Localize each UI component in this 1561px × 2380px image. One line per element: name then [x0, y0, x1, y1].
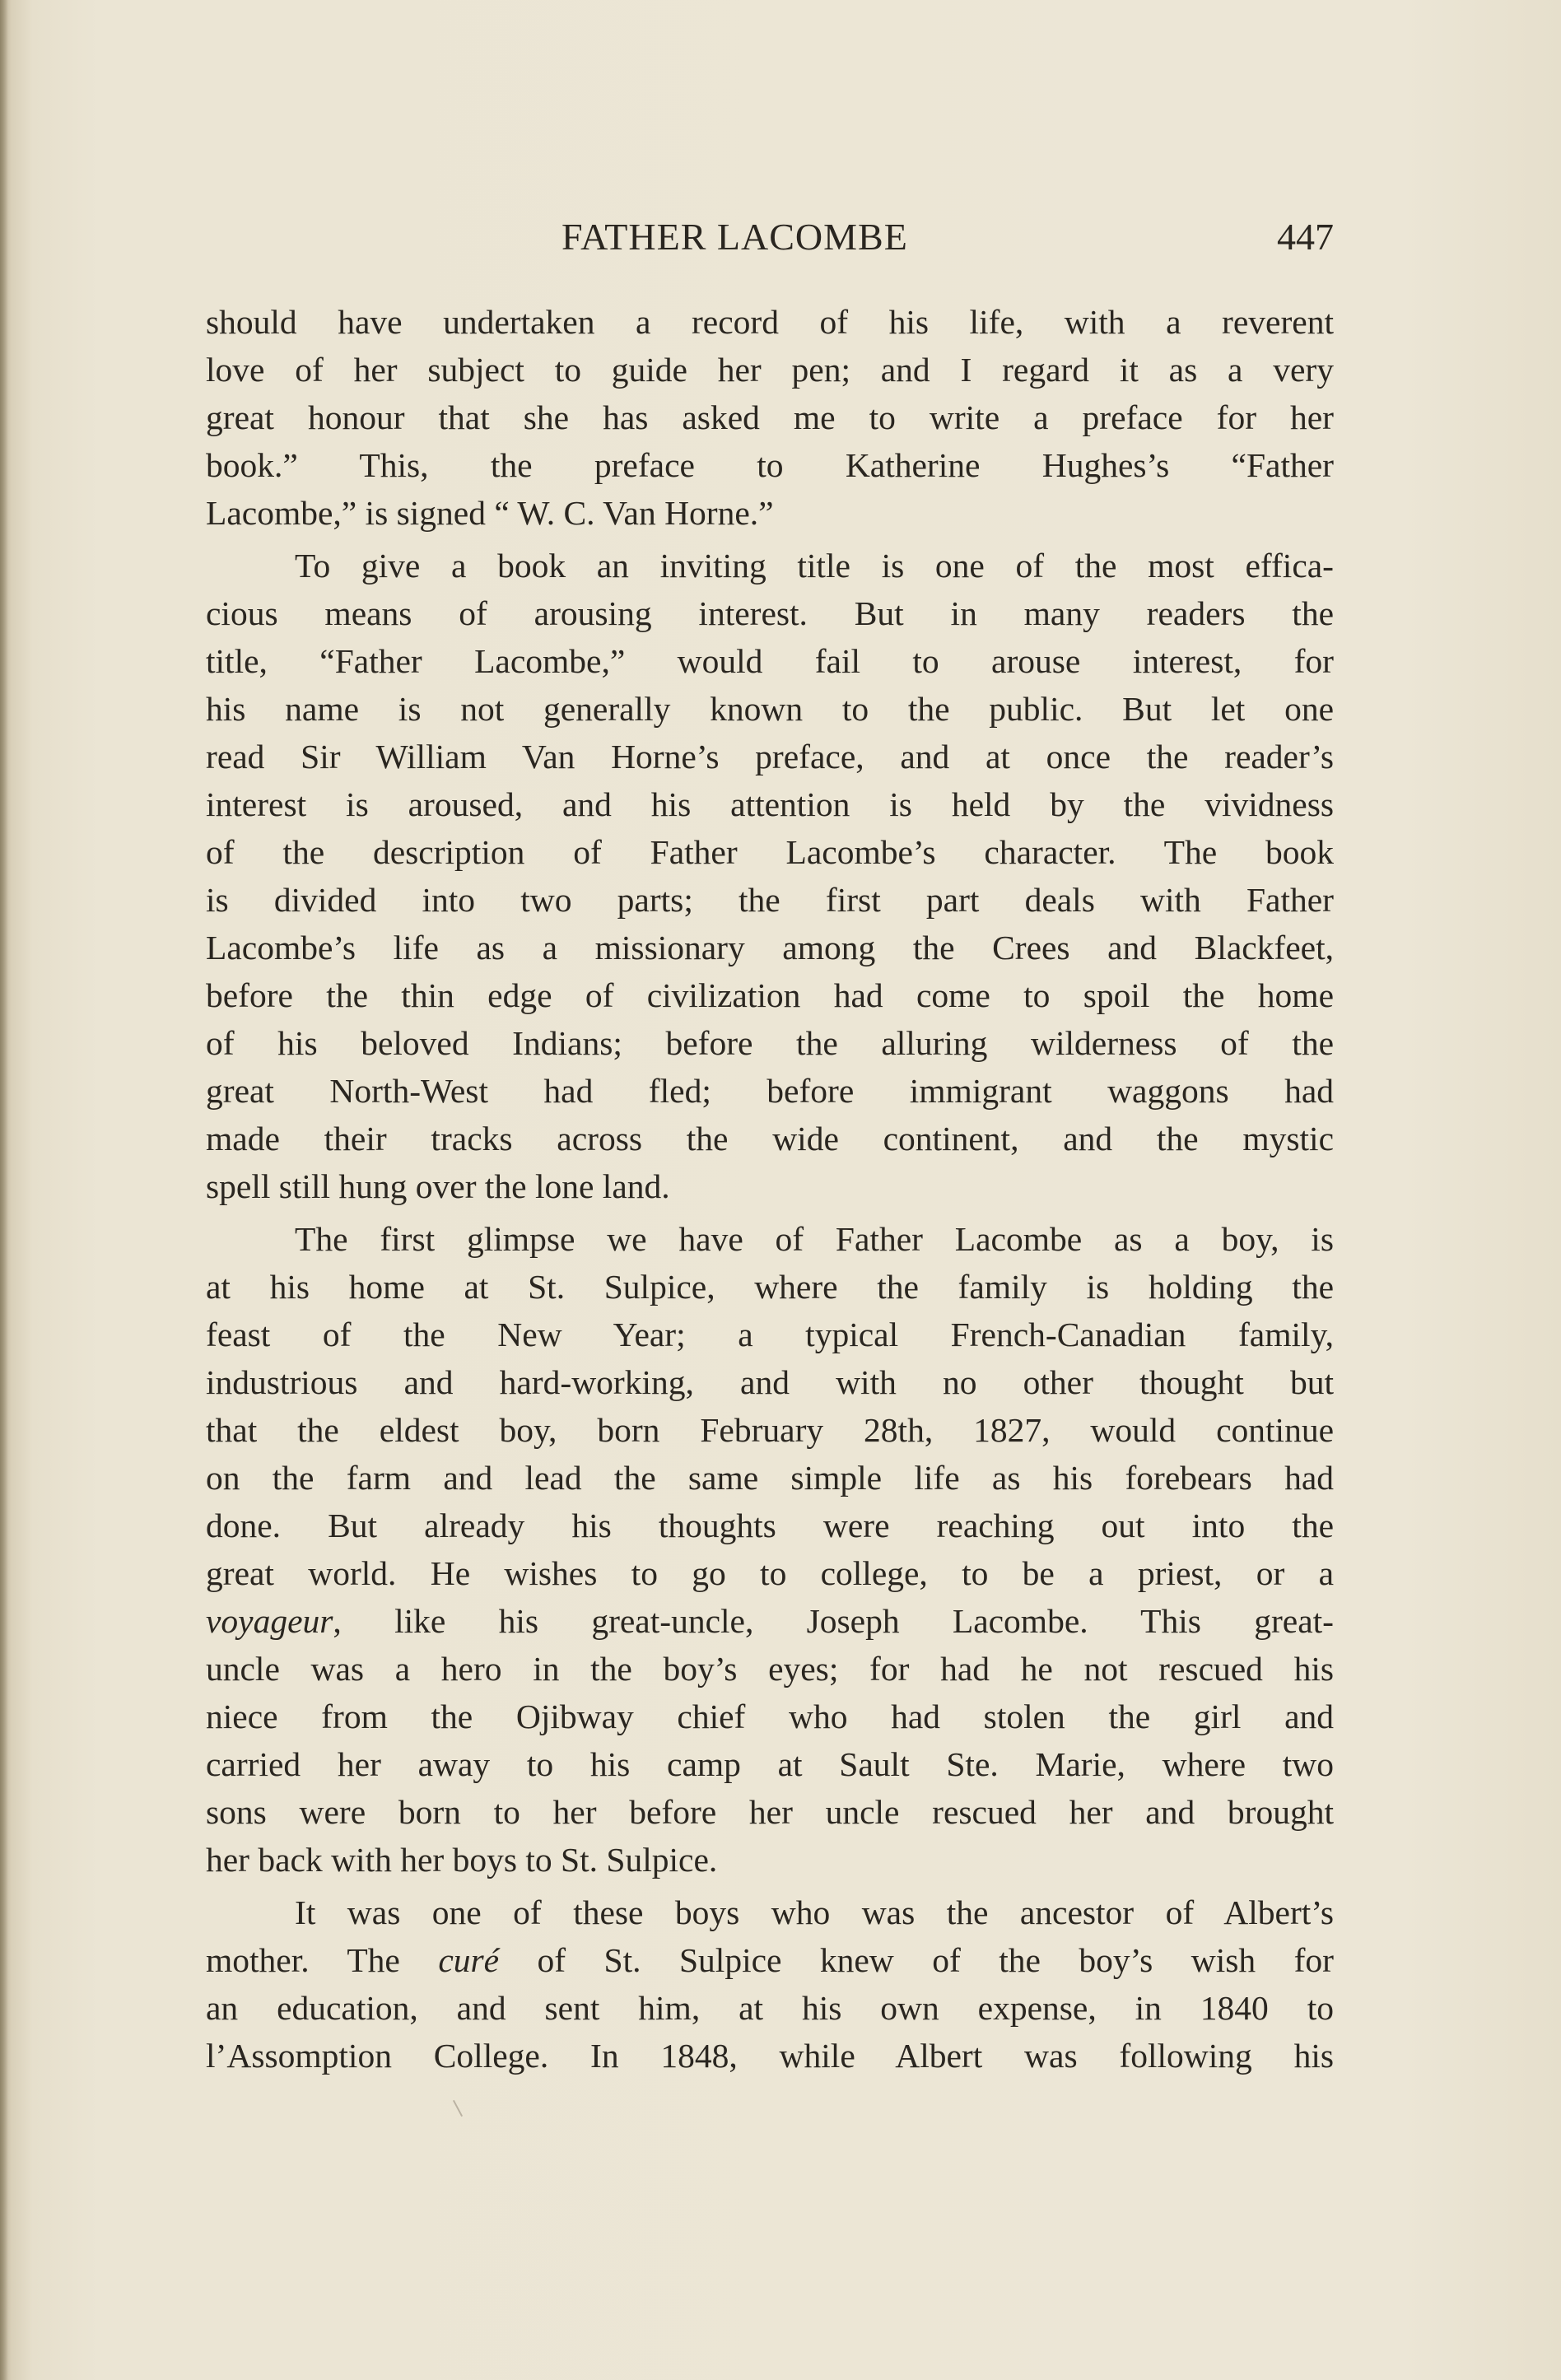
- text-line: spell still hung over the lone land.: [206, 1167, 670, 1205]
- page-edge-shadow: [0, 0, 8, 2380]
- paragraph: [206, 1215, 1334, 1884]
- paragraph: [206, 542, 1334, 1210]
- text-line: her back with her boys to St. Sulpice.: [206, 1841, 718, 1879]
- text-line: Lacombe’s life as a missionary among the Crees and Blackfeet,: [206, 929, 1334, 966]
- paper-mark: [453, 2100, 463, 2117]
- text-line: To give a book an inviting title is one of the most effica-: [295, 547, 1334, 585]
- running-title: FATHER LACOMBE: [561, 216, 908, 258]
- text-line: love of her subject to guide her pen; and I regard it as a very: [206, 351, 1334, 389]
- text-line: great world. He wishes to go to college, to be a priest, or a: [206, 1554, 1334, 1592]
- text-line: at his home at St. Sulpice, where the family is holding the: [206, 1268, 1334, 1306]
- text-line: interest is aroused, and his attention is held by the vividness: [206, 785, 1334, 823]
- text-line: sons were born to her before her uncle rescued her and brought: [206, 1793, 1334, 1831]
- text-line: made their tracks across the wide continent, and the mystic: [206, 1120, 1334, 1157]
- text-line: read Sir William Van Horne’s preface, and at once the reader’s: [206, 738, 1334, 775]
- text-line: industrious and hard-working, and with no other thought but: [206, 1363, 1334, 1401]
- text-line: l’Assomption College. In 1848, while Albert was following his: [206, 2037, 1334, 2075]
- text-line: is divided into two parts; the first part deals with Father: [206, 881, 1334, 919]
- text-line: on the farm and lead the same simple life as his forebears had: [206, 1459, 1334, 1497]
- text-line: mother. The curé of St. Sulpice knew of the boy’s wish for: [206, 1941, 1334, 1979]
- text-line: before the thin edge of civilization had come to spoil the home: [206, 976, 1334, 1014]
- text-line: carried her away to his camp at Sault Ste. Marie, where two: [206, 1745, 1334, 1783]
- text-line: feast of the New Year; a typical French-Canadian family,: [206, 1316, 1334, 1353]
- text-line: that the eldest boy, born February 28th, 1827, would continue: [206, 1411, 1334, 1449]
- text-line: of the description of Father Lacombe’s character. The book: [206, 833, 1334, 871]
- text-line: great honour that she has asked me to write a preface for her: [206, 398, 1334, 436]
- text-line: done. But already his thoughts were reaching out into the: [206, 1507, 1334, 1544]
- paragraph: [206, 1889, 1334, 2080]
- body-text: [206, 298, 1334, 2080]
- page-number: 447: [1277, 216, 1334, 258]
- text-line: The first glimpse we have of Father Lacombe as a boy, is: [295, 1220, 1334, 1258]
- text-line: his name is not generally known to the public. But let one: [206, 690, 1334, 728]
- text-line: should have undertaken a record of his life, with a reverent: [206, 303, 1334, 341]
- text-line: cious means of arousing interest. But in many readers the: [206, 594, 1334, 632]
- text-line: uncle was a hero in the boy’s eyes; for had he not rescued his: [206, 1650, 1334, 1688]
- text-line: niece from the Ojibway chief who had stolen the girl and: [206, 1698, 1334, 1735]
- text-line: It was one of these boys who was the ancestor of Albert’s: [295, 1893, 1334, 1931]
- text-line: of his beloved Indians; before the alluring wilderness of the: [206, 1024, 1334, 1062]
- text-line: book.” This, the preface to Katherine Hughes’s “Father: [206, 446, 1334, 484]
- text-line: great North-West had fled; before immigrant waggons had: [206, 1072, 1334, 1110]
- text-line: title, “Father Lacombe,” would fail to arouse interest, for: [206, 642, 1334, 680]
- text-line: an education, and sent him, at his own expense, in 1840 to: [206, 1989, 1334, 2027]
- text-line: voyageur, like his great-uncle, Joseph Lacombe. This great-: [206, 1602, 1334, 1640]
- running-head: [206, 212, 1334, 262]
- text-line: Lacombe,” is signed “ W. C. Van Horne.”: [206, 494, 774, 532]
- paragraph: [206, 298, 1334, 537]
